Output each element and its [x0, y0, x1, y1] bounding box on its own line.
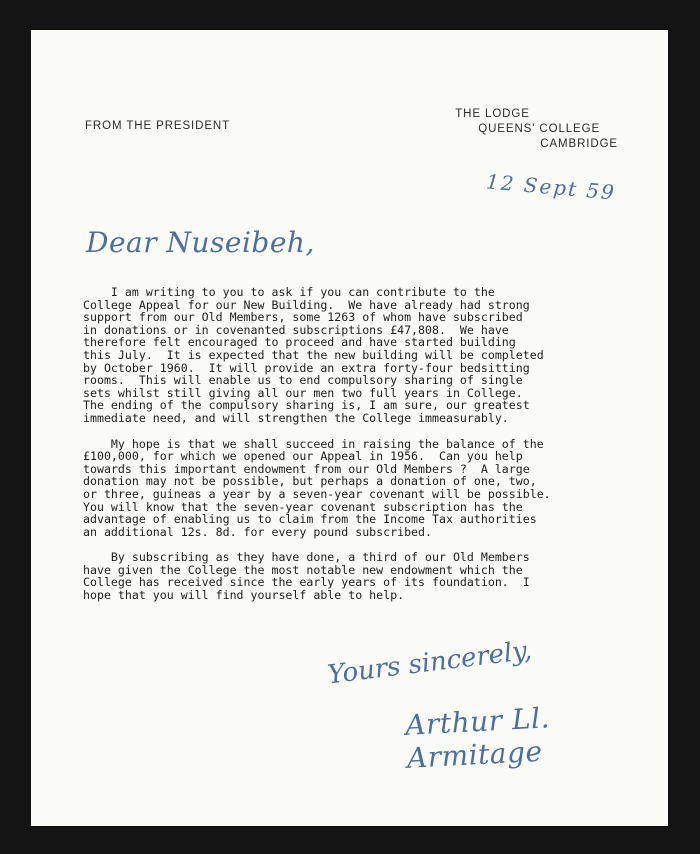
paragraph-2: My hope is that we shall succeed in raising the balance of the £100,000, for which we opened our Appeal in 1956. Can you help towards this important endowment from our Old Members ? A large donation may not be possible, but perhaps a donation of one, two, or three, guineas a year by a seven-year covenant will be possible. You will know that the seven-year covenant subscription has the advantage of enabling us to claim from the Income Tax authorities an additional 12s. 8d. for every pound subscribed. [83, 436, 551, 539]
salutation: Dear Nuseibeh, [86, 226, 315, 259]
paragraph-3: By subscribing as they have done, a third of our Old Members have given the College the most notable new endowment which the College has received since the early years of its foundation. I hope that you will find yourself able to help. [83, 550, 530, 603]
letter-body [83, 286, 643, 615]
closing: Yours sincerely, [325, 635, 534, 691]
address-line-3: CAMBRIDGE [540, 138, 618, 150]
handwritten-date: 12 Sept 59 [485, 169, 617, 205]
signature: Arthur Ll. Armitage [404, 701, 551, 775]
address-line-2: QUEENS' COLLEGE [478, 123, 601, 135]
letterhead-address [455, 107, 618, 152]
paragraph-1: I am writing to you to ask if you can contribute to the College Appeal for our New Building. We have already had strong support from our Old Members, some 1263 of whom have subscribed in donations or in covenanted subscriptions £47,808. We have therefore felt encouraged to proceed and have started building this July. It is expected that the new building will be completed by October 1960. It will provide an extra forty-four bedsitting rooms. This will enable us to end compulsory sharing of single sets whilst still giving all our men two full years in College. The ending of the compulsory sharing is, I am sure, our greatest immediate need, and will strengthen the College immeasurably. [83, 285, 544, 425]
letter-sheet [31, 30, 668, 826]
letterhead-from: FROM THE PRESIDENT [85, 120, 231, 132]
address-line-1: THE LODGE [455, 108, 530, 120]
